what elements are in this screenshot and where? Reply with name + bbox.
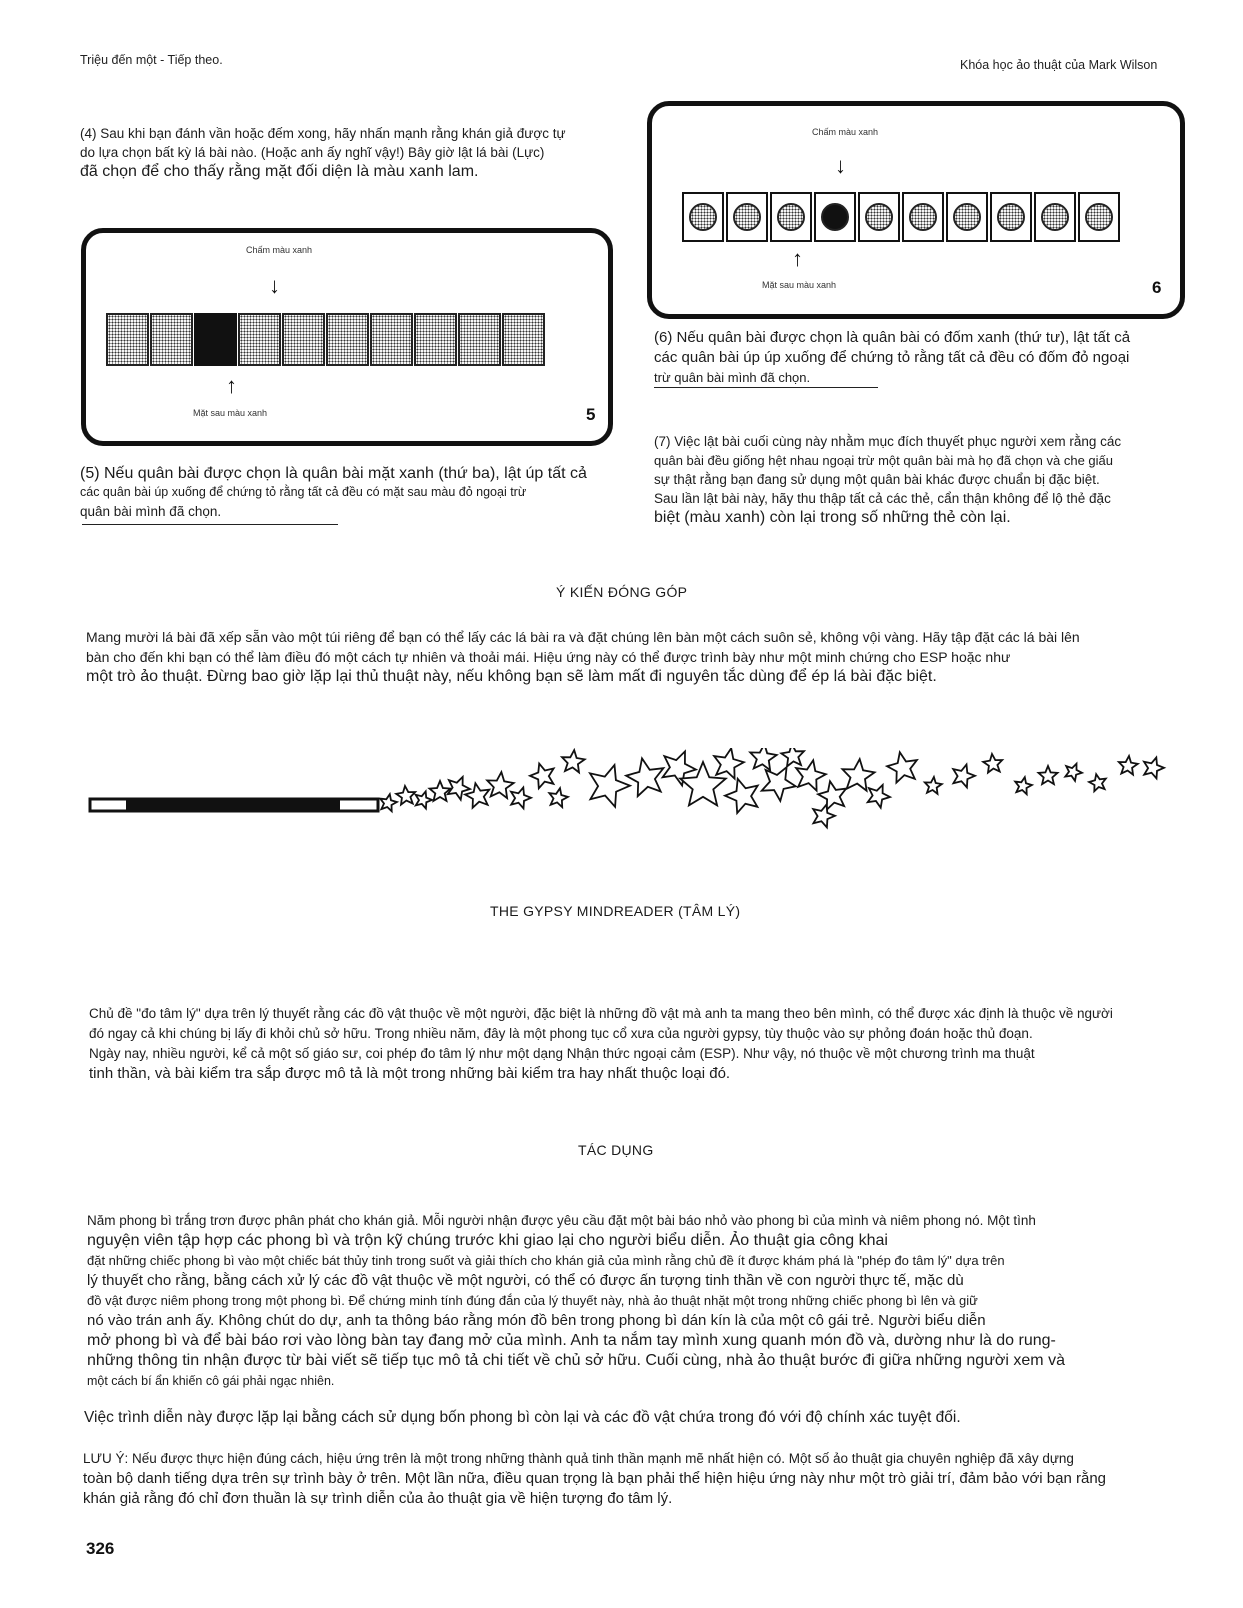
card-back — [458, 313, 501, 366]
effect-line: đồ vật được niêm phong trong một phong bì. Để chứng minh tính đúng đắn của lý thuyết này, nhà ảo thuật nhặt một trong những chiếc phong bì lên và giữ — [87, 1293, 978, 1308]
comments-text — [86, 627, 1080, 687]
figure-6 — [647, 101, 1185, 319]
note-line: khán giả rằng đó chỉ đơn thuần là sự trình diễn của ảo thuật gia về hiện tượng đo tâm lý. — [83, 1490, 673, 1507]
effect-line: mở phong bì và để bài báo rơi vào lòng bàn tay đang mở của mình. Anh ta nắm tay mình xung quanh món đồ và, dường như là do rung- — [87, 1332, 1056, 1349]
step-4-text — [80, 124, 566, 181]
step-4-line: (4) Sau khi bạn đánh vần hoặc đếm xong, hãy nhấn mạnh rằng khán giả được tự — [80, 126, 566, 141]
star-icon — [549, 788, 568, 807]
card-spot — [1034, 192, 1076, 242]
spot-icon — [689, 203, 717, 231]
star-icon — [1144, 758, 1164, 779]
underline — [82, 524, 338, 525]
card-spot — [726, 192, 768, 242]
spot-icon — [953, 203, 981, 231]
card-back — [414, 313, 457, 366]
wand-shaft — [126, 800, 340, 810]
gypsy-heading: THE GYPSY MINDREADER (TÂM LÝ) — [490, 903, 741, 919]
effect-line: đặt những chiếc phong bì vào một chiếc bát thủy tinh trong suốt và giải thích cho khán giả của mình rằng chủ đề ít được khám phá là "phép đo tâm lý" dựa trên — [87, 1253, 1005, 1268]
effect-heading: TÁC DỤNG — [578, 1142, 654, 1158]
figure-5-bottom-label: Mặt sau màu xanh — [193, 408, 268, 418]
star-icon — [1015, 777, 1032, 794]
star-icon — [887, 752, 917, 782]
effect-line: Năm phong bì trắng trơn được phân phát cho khán giả. Mỗi người nhận được yêu cầu đặt một bài báo nhỏ vào phong bì của mình và niêm phong nó. Một tình — [87, 1213, 1036, 1228]
card-spot — [770, 192, 812, 242]
step-7-text — [654, 432, 1121, 527]
star-icon — [562, 750, 585, 772]
step-7-line: biệt (màu xanh) còn lại trong số những thẻ còn lại. — [654, 509, 1011, 526]
gypsy-line: tinh thần, và bài kiểm tra sắp được mô tả là một trong những bài kiểm tra hay nhất thuộc loại đó. — [89, 1065, 731, 1082]
step-6-line: trừ quân bài mình đã chọn. — [654, 370, 811, 385]
comments-heading: Ý KIẾN ĐÓNG GÓP — [556, 584, 688, 600]
figure-5-number: 5 — [586, 405, 596, 424]
spot-icon — [1041, 203, 1069, 231]
card-spot — [682, 192, 724, 242]
card-back — [370, 313, 413, 366]
star-icon — [818, 781, 846, 809]
figure-6-top-label: Chấm màu xanh — [812, 127, 879, 137]
step-7-line: quân bài đều giống hệt nhau ngoại trừ một quân bài mà họ đã chọn và che giấu — [654, 453, 1113, 468]
running-header-right: Khóa học ảo thuật của Mark Wilson — [960, 58, 1158, 72]
star-icon — [487, 772, 514, 798]
star-icon — [430, 781, 451, 801]
star-icon — [1039, 766, 1058, 784]
spot-icon — [909, 203, 937, 231]
comments-line: một trò ảo thuật. Đừng bao giờ lặp lại thủ thuật này, nếu không bạn sẽ làm mất đi nguyên tắc dùng để ép lá bài đặc biệt. — [86, 668, 937, 685]
comments-line: Mang mười lá bài đã xếp sẵn vào một túi riêng để bạn có thể lấy các lá bài ra và đặt chúng lên bàn một cách suôn sẻ, không vội vàng. Hãy tập đặt các lá bài lên — [86, 629, 1080, 645]
star-icon — [416, 791, 432, 808]
star-icon — [465, 783, 489, 808]
page-number: 326 — [86, 1539, 115, 1558]
star-icon — [762, 767, 796, 801]
step-5-text — [80, 464, 587, 521]
card-spot — [946, 192, 988, 242]
figure-5-top-label: Chấm màu xanh — [246, 245, 313, 255]
gypsy-text — [89, 1004, 1113, 1084]
card-spot — [1078, 192, 1120, 242]
step-6-line: các quân bài úp úp xuống để chứng tỏ rằng tất cả đều có đốm đỏ ngoại — [654, 349, 1130, 366]
star-icon — [380, 794, 397, 811]
star-icon — [511, 788, 531, 809]
running-header-left: Triệu đến một - Tiếp theo. — [80, 53, 223, 67]
star-icon — [781, 748, 804, 766]
figure-6-number: 6 — [1152, 278, 1162, 297]
card-back — [150, 313, 193, 366]
card-back — [282, 313, 325, 366]
step-5-line: quân bài mình đã chọn. — [80, 504, 222, 519]
gypsy-line: Chủ đề "đo tâm lý" dựa trên lý thuyết rằng các đồ vật thuộc về một người, đặc biệt là những đồ vật mà anh ta mang theo bên mình, có thể được xác định là thuộc về người — [89, 1006, 1113, 1021]
step-4-line: đã chọn để cho thấy rằng mặt đối diện là màu xanh lam. — [80, 163, 479, 180]
note-line: toàn bộ danh tiếng dựa trên sự trình bày ở trên. Một lần nữa, điều quan trọng là bạn phải thể hiện hiệu ứng này như một trò giải trí, đảm bảo với bạn rằng — [83, 1470, 1107, 1487]
step-6-line: (6) Nếu quân bài được chọn là quân bài có đốm xanh (thứ tư), lật tất cả — [654, 329, 1131, 346]
star-icon — [530, 764, 554, 789]
effect-line: nó vào trán anh ấy. Không chút do dự, anh ta thông báo rằng món đồ bên trong phong bì dán kín là của một cô gái trẻ. Người biểu diễn — [87, 1312, 986, 1329]
card-blue-back — [194, 313, 237, 366]
star-icon — [842, 759, 874, 791]
card-back — [326, 313, 369, 366]
step-7-line: (7) Việc lật bài cuối cùng này nhằm mục đích thuyết phục người xem rằng các — [654, 434, 1122, 449]
star-icon — [1119, 756, 1138, 775]
star-icon — [626, 758, 663, 796]
star-icon — [925, 777, 942, 794]
star-icon — [714, 748, 744, 778]
spot-icon — [1085, 203, 1113, 231]
card-back — [238, 313, 281, 366]
arrow-up-icon: ↑ — [226, 373, 237, 398]
effect-line: lý thuyết cho rằng, bằng cách xử lý các đồ vật thuộc về một người, có thể có được ấn tượng tinh thần về con người thực tế, mặc dù — [87, 1272, 964, 1289]
arrow-down-icon: ↓ — [269, 273, 280, 298]
spot-icon — [733, 203, 761, 231]
spot-icon — [865, 203, 893, 231]
figure-6-bottom-label: Mặt sau màu xanh — [762, 280, 837, 290]
step-4-line: do lựa chọn bất kỳ lá bài nào. (Hoặc anh ấy nghĩ vậy!) Bây giờ lật lá bài (Lực) — [80, 145, 545, 160]
arrow-down-icon: ↓ — [835, 153, 846, 178]
stars-cluster — [380, 748, 1164, 827]
gypsy-line: đó ngay cả khi chúng bị lấy đi khỏi chủ sở hữu. Trong nhiều năm, đây là một phong tục cổ xưa của người gypsy, tùy thuộc vào sự phỏng đoán hoặc thủ đoạn. — [89, 1026, 1033, 1041]
card-blue-spot — [814, 192, 856, 242]
spot-icon — [777, 203, 805, 231]
step-7-line: Sau lần lật bài này, hãy thu thập tất cả các thẻ, cẩn thận không để lộ thẻ đặc — [654, 491, 1111, 506]
spot-icon — [997, 203, 1025, 231]
star-icon — [868, 785, 890, 808]
card-spot — [990, 192, 1032, 242]
step-7-line: sự thật rằng bạn đang sử dụng một quân bài khác được chuẩn bị đặc biệt. — [654, 472, 1100, 487]
effect-text — [87, 1211, 1065, 1391]
star-icon — [590, 765, 630, 807]
star-icon — [1065, 764, 1082, 781]
card-spot — [902, 192, 944, 242]
star-icon — [1089, 774, 1106, 791]
star-icon — [983, 754, 1002, 773]
star-icon — [750, 748, 777, 770]
star-icon — [813, 805, 835, 828]
step-5-line: các quân bài úp xuống để chứng tỏ rằng tất cả đều có mặt sau màu đỏ ngoại trừ — [80, 485, 527, 499]
magic-wand-stars-divider — [88, 748, 1198, 858]
card-back — [502, 313, 545, 366]
star-icon — [953, 765, 975, 788]
figure-5 — [81, 228, 613, 446]
effect-line: một cách bí ẩn khiến cô gái phải ngạc nhiên. — [87, 1374, 335, 1388]
arrow-up-icon: ↑ — [792, 246, 803, 271]
note-line: LƯU Ý: Nếu được thực hiện đúng cách, hiệu ứng trên là một trong những thành quả tinh thần mạnh mẽ nhất hiện có. Một số ảo thuật gia chuyên nghiệp đã xây dựng — [83, 1451, 1074, 1466]
underline — [654, 387, 878, 388]
gypsy-line: Ngày nay, nhiều người, kể cả một số giáo sư, coi phép đo tâm lý như một dạng Nhận thức ngoại cảm (ESP). Như vậy, nó thuộc về một chương trình ma thuật — [89, 1046, 1035, 1061]
step-6-text — [654, 328, 1130, 388]
step-5-line: (5) Nếu quân bài được chọn là quân bài mặt xanh (thứ ba), lật úp tất cả — [80, 465, 587, 482]
card-back — [106, 313, 149, 366]
comments-line: bàn cho đến khi bạn có thể làm điều đó một cách tự nhiên và thoải mái. Hiệu ứng này có thể được trình bày như một minh chứng cho ESP hoặc như — [86, 649, 1011, 665]
card-spot — [858, 192, 900, 242]
note-text — [83, 1449, 1106, 1509]
effect-line: những thông tin nhận được từ bài viết sẽ tiếp tục mô tả chi tiết về chủ sở hữu. Cuối cùng, nhà ảo thuật bước đi giữa những người xem và — [87, 1352, 1065, 1369]
spot-icon — [821, 203, 849, 231]
effect-line: nguyện viên tập hợp các phong bì và trộn kỹ chúng trước khi giao lại cho người biểu diễn. Ảo thuật gia công khai — [87, 1232, 888, 1249]
effect-repeat: Việc trình diễn này được lặp lại bằng cách sử dụng bốn phong bì còn lại và các đồ vật chứa trong đó với độ chính xác tuyệt đối. — [84, 1409, 961, 1426]
star-icon — [725, 779, 758, 813]
